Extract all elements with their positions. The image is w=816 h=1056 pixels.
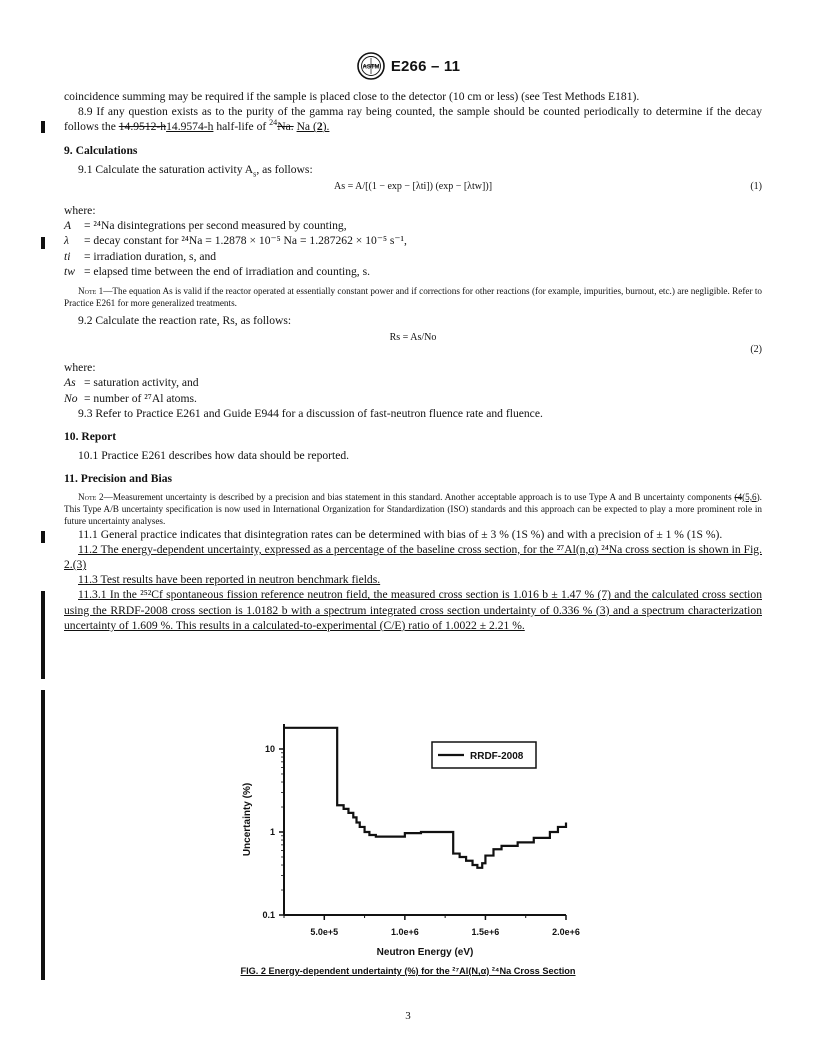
note-2: Note 2—Measurement uncertainty is described by a precision and bias statement in this standard. Another acceptable approach is to use Type A and B uncertainty components (4(5,6). This Type A/B uncertainty specification is now used in International Organization for Standardization (ISO) standards and this approach can be expected to play a more prominent role in future uncertainty analyses. [64, 491, 762, 526]
y-tick-label: 0.1 [262, 910, 275, 920]
section-heading: 11. Precision and Bias [64, 472, 173, 486]
document-header [0, 51, 816, 81]
x-tick-label: 1.0e+6 [390, 927, 419, 937]
paragraph-11-2: 11.2 The energy-dependent uncertainty, expressed as a percentage of the baseline cross section, for the ²⁷Al(n,α) ²⁴Na cross section is shown in Fig. 2.(3) [64, 542, 762, 572]
definition: As = saturation activity, and [64, 376, 199, 390]
x-axis-label: Neutron Energy (eV) [376, 947, 474, 958]
chart-legend [432, 742, 536, 768]
x-tick-label: 2.0e+6 [552, 927, 580, 937]
astm-logo [356, 51, 386, 81]
change-bar [41, 121, 45, 133]
definition: A = ²⁴Na disintegrations per second measured by counting, [64, 219, 347, 233]
x-tick-label: 1.5e+6 [471, 927, 500, 937]
legend-label: RRDF-2008 [470, 751, 524, 762]
change-bar [41, 690, 45, 980]
y-axis-label: Uncertainty (%) [242, 782, 253, 857]
where-label: where: [64, 204, 96, 218]
where-label: where: [64, 361, 96, 375]
document-id: E266 – 11 [390, 57, 461, 75]
note-1: Note 1—The equation As is valid if the reactor operated at essentially constant power and if corrections for other reactions (for example, impurities, burnout, etc.) are negligible. Refer to Practice E261 for more generalized treatments. [64, 286, 762, 309]
x-tick-label: 5.0e+5 [310, 927, 339, 937]
page-number: 3 [405, 1010, 411, 1022]
change-bar [41, 591, 45, 679]
paragraph-11-3: 11.3 Test results have been reported in neutron benchmark fields. [78, 573, 381, 587]
y-tick-label: 10 [264, 743, 275, 754]
change-bar [41, 531, 45, 543]
paragraph-9-1: 9.1 Calculate the saturation activity $A_s$, as follows: [78, 162, 313, 179]
figure-caption: FIG. 2 Energy-dependent undertainty (%) for the ²⁷Al(N,α) ²⁴Na Cross Section [240, 966, 576, 976]
definition: ti = irradiation duration, s, and [64, 249, 217, 263]
definition: tw = elapsed time between the end of irradiation and counting, s. [64, 264, 370, 278]
change-bar [41, 237, 45, 249]
paragraph-9-3: 9.3 Refer to Practice E261 and Guide E944 for a discussion of fast-neutron fluence rate and fluence. [78, 406, 543, 420]
svg-text:ASTM: ASTM [362, 64, 380, 71]
definition-list [64, 218, 762, 279]
definition: No = number of ²⁷Al atoms. [64, 391, 197, 405]
paragraph-11-1: 11.1 General practice indicates that disintegration rates can be determined with bias of ± 3 % (1S %) and with a precision of ± 1 % (1S %). [78, 527, 723, 541]
equation-1: As = A/[(1 − exp − [λti]) (exp − [λtw])] (1) [333, 181, 762, 193]
section-heading: 10. Report [64, 430, 117, 444]
uncertainty-chart [220, 712, 600, 962]
paragraph-9-2: 9.2 Calculate the reaction rate, Rs, as follows: [78, 314, 292, 328]
y-tick-label: 1 [269, 826, 275, 837]
equation-2: Rs = As/No (2) [389, 332, 762, 356]
paragraph-11-3-1: 11.3.1 In the ²⁵²Cf spontaneous fission reference neutron field, the measured cross section is 1.016 b ± 1.47 % (7) and the calculated cross section using the RRDF-2008 cross section is 1.0182 b with a spectrum integrated cross section undertainty of 0.336 % (3) and a spectrum characterization uncertainty of 1.609 %. This results in a calculated-to-experimental (C/E) ratio of 1.0022 ± 2.21 %. [64, 588, 762, 632]
paragraph-8-9: 8.9 If any question exists as to the purity of the gamma ray being counted, the sample should be counted periodically to determine if the decay follows the 14.9512-h14.9574-h half-life of $^{24}$Na. Na (2). [64, 105, 762, 134]
paragraph: coincidence summing may be required if the sample is placed close to the detector (10 cm or less) (see Test Methods E181). [64, 90, 640, 103]
body-text [64, 89, 762, 633]
paragraph-10-1: 10.1 Practice E261 describes how data should be reported. [78, 449, 350, 463]
definition: λ = decay constant for ²⁴Na = 1.2878 × 10⁻⁵ Na = 1.287262 × 10⁻⁵ s⁻¹, [64, 234, 407, 248]
section-heading: 9. Calculations [64, 143, 138, 157]
